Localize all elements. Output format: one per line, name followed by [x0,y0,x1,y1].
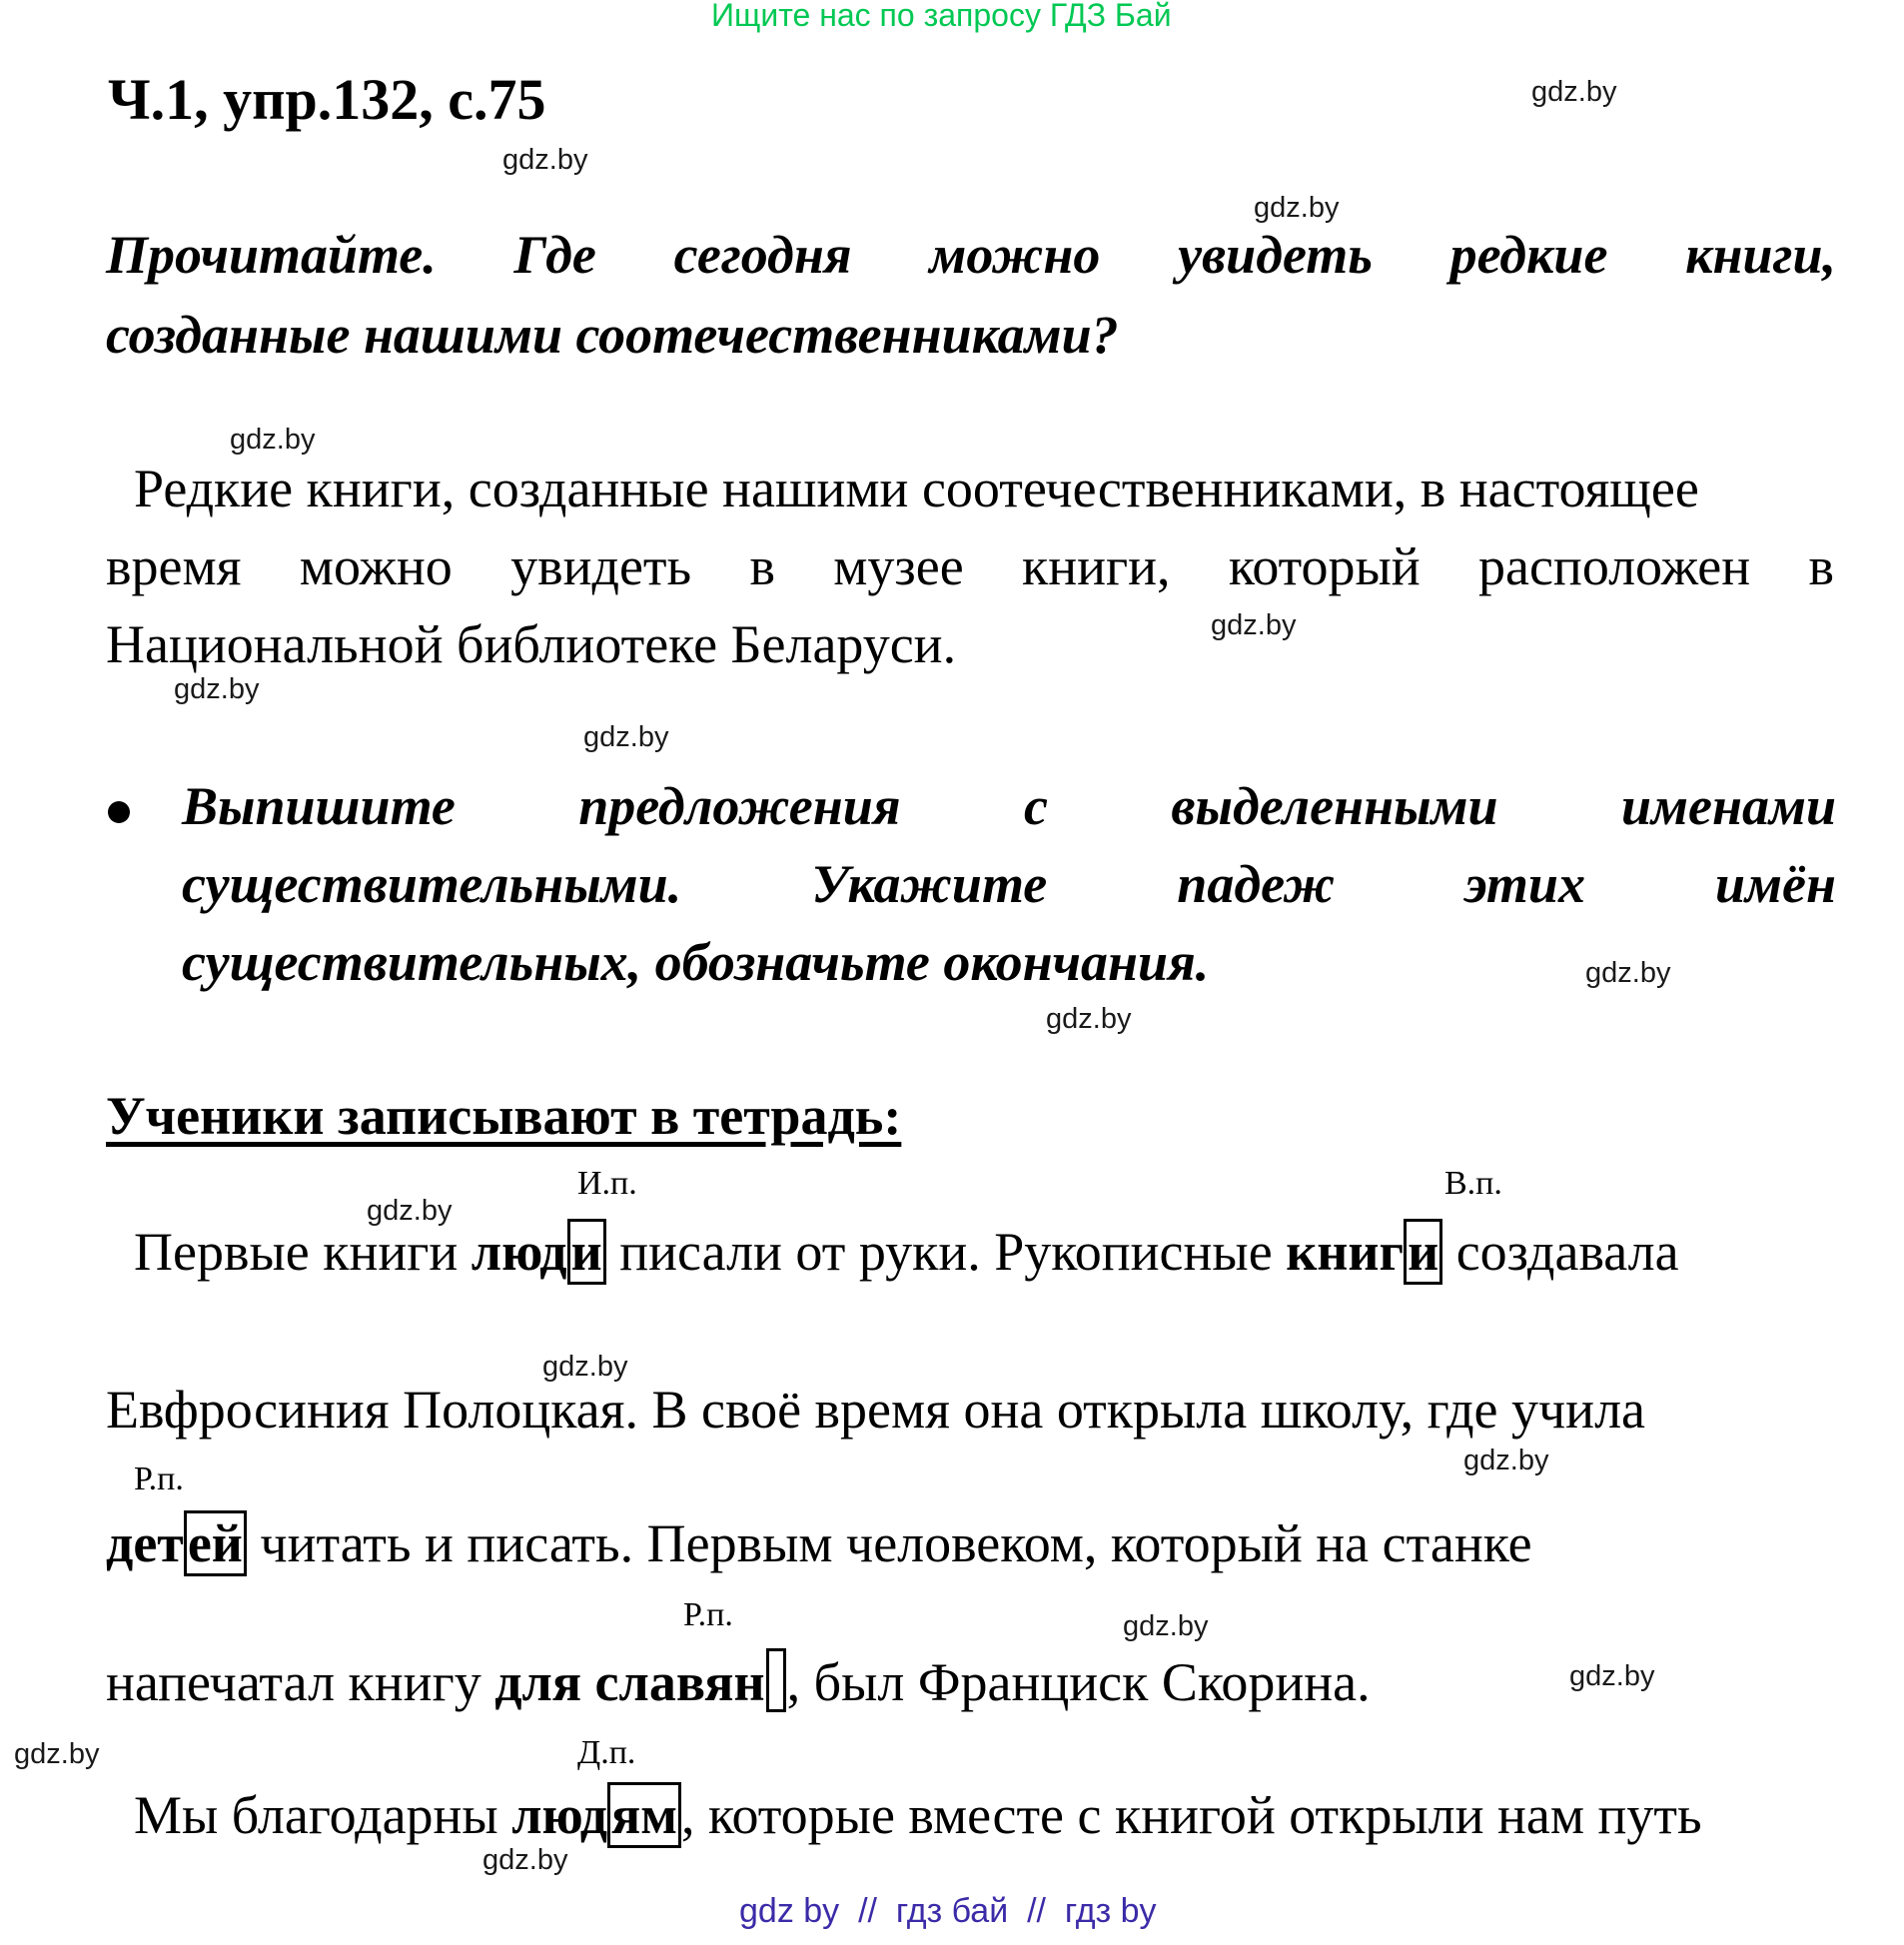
answer1-line3: Национальной библиотеке Беларуси. [106,614,957,674]
answer1-word: который [1228,536,1421,596]
watermark-text: gdz.by [1123,1610,1209,1642]
plain-text: читать и писать. Первым человеком, который на станке [246,1513,1532,1573]
plain-text: напечатал книгу [106,1652,495,1712]
task2-word: именами [1621,776,1836,836]
search-banner: Ищите нас по запросу ГДЗ Бай [711,0,1172,33]
watermark-text: gdz.by [502,144,588,176]
watermark-text: gdz.by [1585,957,1671,989]
answer1-line2 [106,535,1834,597]
answer1-word: в [749,536,775,596]
task2-line2 [182,853,1836,915]
highlight-noun: для славян [494,1652,765,1712]
answer1-word: расположен [1477,536,1751,596]
task1-word: сегодня [673,225,852,285]
watermark-text: gdz.by [542,1351,628,1383]
watermark-text: gdz.by [1046,1003,1132,1035]
notebook-line1 [134,1221,1679,1283]
task2-word: существительными. [182,854,682,914]
task2-line1 [182,775,1836,837]
empty-ending-box [766,1648,786,1712]
watermark-text: gdz.by [14,1738,100,1770]
notebook-line5 [134,1784,1702,1846]
answer1-word: в [1808,536,1834,596]
notebook-line3 [106,1512,1532,1574]
watermark-text: gdz.by [1254,192,1340,224]
task2-word: Укажите [811,854,1048,914]
task1-word: Прочитайте. [106,225,437,285]
watermark-text: gdz.by [482,1844,568,1876]
answer1-line1: Редкие книги, созданные нашими соотечественниками, в настоящее [134,459,1699,518]
case-label: Р.п. [683,1596,733,1633]
watermark-text: gdz.by [1463,1445,1549,1476]
page-title: Ч.1, упр.132, с.75 [108,67,546,132]
ending-box: ей [184,1510,247,1576]
task1-word: книги, [1685,225,1836,285]
answer1-word: можно [299,536,453,596]
bullet-icon [108,801,130,823]
watermark-text: gdz.by [174,673,260,705]
case-label: И.п. [577,1165,637,1202]
watermark-text: gdz.by [230,424,316,456]
footer-links: gdz by // гдз бай // гдз by [739,1892,1157,1930]
task1-word: увидеть [1178,225,1373,285]
ending-box: и [567,1219,606,1285]
task2-word: с [1024,776,1048,836]
task2-word: падеж [1177,854,1336,914]
notebook-line2: Евфросиния Полоцкая. В своё время она открыла школу, где учила [106,1380,1645,1440]
plain-text: , был Франциск Скорина. [786,1652,1371,1712]
case-label: В.п. [1444,1165,1502,1202]
plain-text: Первые книги [134,1222,472,1282]
task2-word: Выпишите [182,776,456,836]
notebook-line4 [106,1648,1371,1713]
task2-line3: существительных, обозначьте окончания. [182,932,1210,992]
watermark-text: gdz.by [1569,1660,1655,1692]
task1-word: можно [929,225,1101,285]
highlight-noun-stem: люд [471,1222,567,1282]
highlight-noun-stem: люд [511,1785,608,1845]
task2-word: предложения [578,776,901,836]
notebook-heading: Ученики записывают в тетрадь: [106,1086,902,1146]
task2-word: имён [1715,854,1836,914]
highlight-noun-stem: книг [1286,1222,1405,1282]
task1-word: редкие [1449,225,1608,285]
answer1-word: увидеть [510,536,692,596]
watermark-text: gdz.by [1531,76,1617,108]
plain-text: писали от руки. Рукописные [605,1222,1287,1282]
answer1-word: музее [833,536,964,596]
case-label: Р.п. [134,1460,184,1497]
task1-word: Где [513,225,596,285]
ending-box: ям [607,1782,681,1848]
watermark-text: gdz.by [367,1195,453,1227]
case-label: Д.п. [577,1734,636,1771]
ending-box: и [1404,1219,1442,1285]
task2-word: выделенными [1171,776,1498,836]
highlight-noun-stem: дет [106,1513,184,1573]
answer1-word: время [106,536,242,596]
watermark-text: gdz.by [583,721,669,753]
plain-text: Мы благодарны [134,1785,512,1845]
answer1-word: книги, [1021,536,1171,596]
task2-word: этих [1464,854,1585,914]
watermark-text: gdz.by [1211,609,1297,641]
plain-text: , которые вместе с книгой открыли нам путь [681,1785,1702,1845]
plain-text: создавала [1442,1222,1679,1282]
task1-line1 [106,224,1836,286]
task1-line2: созданные нашими соотечественниками? [106,305,1119,365]
